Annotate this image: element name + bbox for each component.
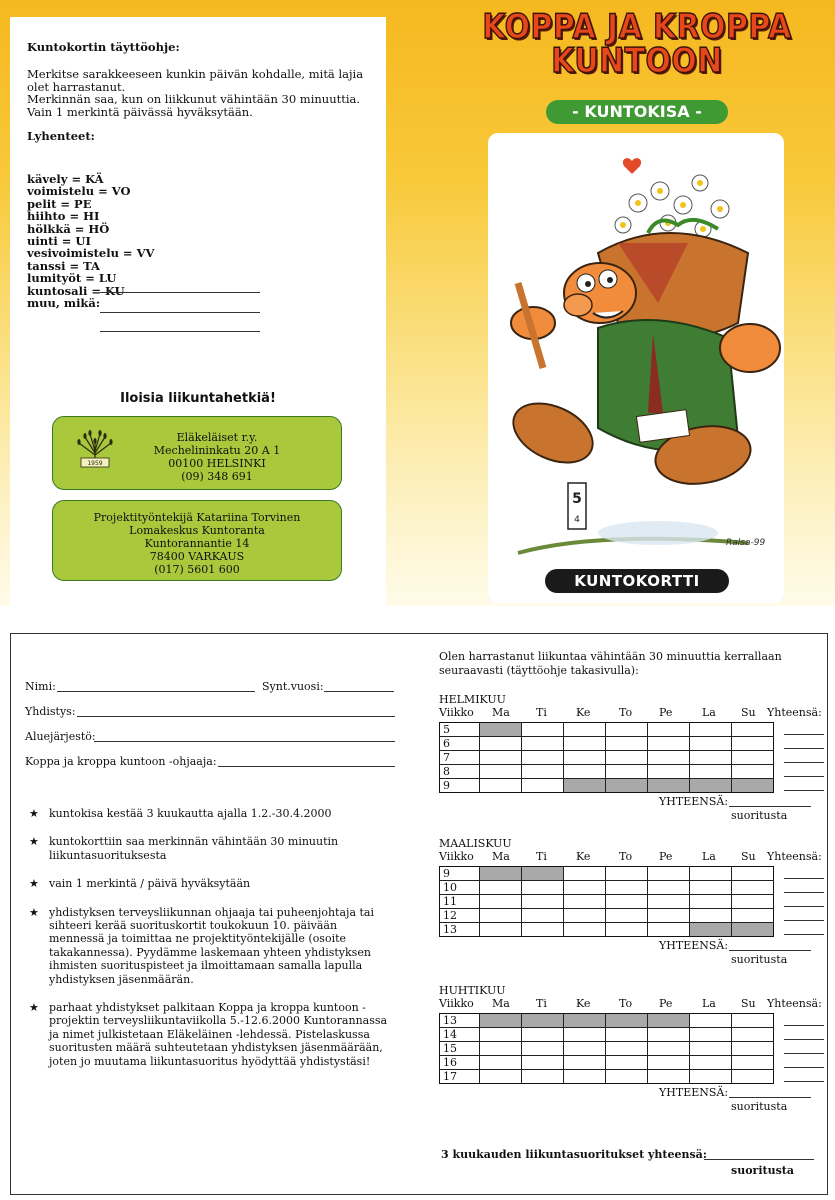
address-line: Mechelininkatu 20 A 1 <box>153 444 281 457</box>
day-cell[interactable] <box>606 923 648 937</box>
day-cell[interactable] <box>690 723 732 737</box>
rule-item: ★ yhdistyksen terveysliikunnan ohjaaja tai puheenjohtaja tai sihteeri kerää suorituskortit toukokuun 10. päivään mennessä ja toimittaa ne projektityöntekijälle (osoite takakannessa). Pyydämme laskemaan yhteen yhdistyksen ihmisten suorituspisteet ja ilmoittamaan samalla lapulla yhdistyksen jäsenmäärän. <box>29 905 374 986</box>
log-header-cell: Ke <box>576 997 591 1010</box>
flower-bouquet <box>615 175 729 237</box>
day-cell[interactable] <box>648 909 690 923</box>
day-cell[interactable] <box>648 1028 690 1042</box>
contact-line: Lomakeskus Kuntoranta <box>129 524 265 537</box>
log-header-cell: Su <box>741 706 756 719</box>
tagline: Iloisia liikuntahetkiä! <box>120 391 276 406</box>
fitness-card <box>10 633 828 1195</box>
day-cell <box>690 779 732 793</box>
log-header-cell: To <box>619 997 633 1010</box>
log-header-cell: Viikko <box>439 706 474 719</box>
day-cell[interactable] <box>480 1028 522 1042</box>
week-table <box>439 722 774 793</box>
day-cell[interactable] <box>480 909 522 923</box>
contact-line: 78400 VARKAUS <box>149 550 245 563</box>
day-cell[interactable] <box>648 895 690 909</box>
month-total-label: YHTEENSÄ: <box>659 795 729 808</box>
day-cell <box>564 779 606 793</box>
day-cell[interactable] <box>480 895 522 909</box>
birth-year-label: Synt.vuosi: <box>262 680 324 693</box>
day-cell[interactable] <box>564 765 606 779</box>
month-name: MAALISKUU <box>439 837 512 850</box>
day-cell[interactable] <box>732 1042 774 1056</box>
week-total-field[interactable] <box>784 1067 824 1068</box>
association-field[interactable] <box>77 716 395 717</box>
week-total-field[interactable] <box>784 1053 824 1054</box>
day-cell[interactable] <box>480 751 522 765</box>
day-cell[interactable] <box>690 765 732 779</box>
week-total-field[interactable] <box>784 878 824 879</box>
week-row <box>440 751 774 765</box>
running-mascot-illustration <box>488 133 784 603</box>
name-label: Nimi: <box>25 680 56 693</box>
abbreviations-title: Lyhenteet: <box>27 129 95 143</box>
instructions-body-2: Merkinnän saa, kun on liikkunut vähintään 30 minuuttia. <box>27 92 361 106</box>
day-cell[interactable] <box>480 1070 522 1084</box>
day-cell[interactable] <box>564 1070 606 1084</box>
week-total-field[interactable] <box>784 1081 824 1082</box>
log-header-cell: Ti <box>536 706 547 719</box>
contact-box <box>52 500 342 581</box>
rule-item: ★ parhaat yhdistykset palkitaan Koppa ja kroppa kuntoon -projektin terveysliikuntaviikolla 5.-12.6.2000 Kuntorannassa ja nimet julkistetaan Eläkeläinen -lehdessä. Pistelaskussa suoritusten määrä suhteutetaan yhdistyksen jäsenmäärään, joten jo muutama liikuntasuoritus hyödyttää yhdistystäsi! <box>29 1001 388 1068</box>
week-row <box>440 1014 774 1028</box>
week-total-field[interactable] <box>784 776 824 777</box>
abbreviation-item: tanssi = TA <box>27 258 100 273</box>
month-total-label: YHTEENSÄ: <box>659 1086 729 1099</box>
day-cell <box>564 1014 606 1028</box>
log-header-cell: Yhteensä: <box>767 997 822 1010</box>
day-cell[interactable] <box>522 909 564 923</box>
day-cell[interactable] <box>732 867 774 881</box>
log-header-cell: To <box>619 706 633 719</box>
day-cell[interactable] <box>606 1028 648 1042</box>
week-number: 5 <box>440 723 480 737</box>
birth-year-field[interactable] <box>324 691 394 692</box>
day-cell[interactable] <box>690 881 732 895</box>
other-sport-line-1[interactable] <box>100 292 260 293</box>
day-cell[interactable] <box>480 765 522 779</box>
day-cell[interactable] <box>648 867 690 881</box>
log-header-row <box>439 706 829 720</box>
day-cell[interactable] <box>690 1014 732 1028</box>
wheat-sheaf-logo-icon <box>73 429 117 469</box>
signpost-number: 5 <box>572 491 582 507</box>
day-cell[interactable] <box>564 895 606 909</box>
abbreviation-item: hölkkä = HÖ <box>27 221 110 236</box>
week-total-field[interactable] <box>784 892 824 893</box>
organization-box <box>52 416 342 490</box>
log-header-cell: To <box>619 850 633 863</box>
week-row <box>440 779 774 793</box>
day-cell[interactable] <box>690 1070 732 1084</box>
day-cell <box>648 779 690 793</box>
log-header-cell: Viikko <box>439 850 474 863</box>
heart-icon <box>623 158 641 174</box>
rule-item: ★ vain 1 merkintä / päivä hyväksytään <box>29 877 251 891</box>
day-cell[interactable] <box>606 765 648 779</box>
log-header-cell: Yhteensä: <box>767 850 822 863</box>
day-cell <box>690 923 732 937</box>
week-row <box>440 1042 774 1056</box>
day-cell[interactable] <box>564 1056 606 1070</box>
month-total-unit: suoritusta <box>731 809 788 822</box>
log-header-cell: Viikko <box>439 997 474 1010</box>
week-total-field[interactable] <box>784 734 824 735</box>
week-total-field[interactable] <box>784 790 824 791</box>
log-header-row <box>439 997 829 1011</box>
day-cell[interactable] <box>648 1042 690 1056</box>
day-cell <box>480 867 522 881</box>
day-cell[interactable] <box>648 737 690 751</box>
log-header-cell: Ma <box>492 850 510 863</box>
day-cell[interactable] <box>522 751 564 765</box>
week-total-field[interactable] <box>784 934 824 935</box>
log-header-cell: La <box>702 997 716 1010</box>
log-header-cell: La <box>702 850 716 863</box>
month-name: HUHTIKUU <box>439 984 506 997</box>
week-row <box>440 737 774 751</box>
abbreviation-item: kävely = KÄ <box>27 172 104 186</box>
rule-item: ★ kuntokisa kestää 3 kuukautta ajalla 1.2.-30.4.2000 <box>29 807 332 820</box>
week-row <box>440 765 774 779</box>
month-total-unit: suoritusta <box>731 953 788 966</box>
day-cell[interactable] <box>606 751 648 765</box>
day-cell[interactable] <box>690 751 732 765</box>
day-cell <box>522 867 564 881</box>
name-field[interactable] <box>57 691 255 692</box>
kuntokortti-label: KUNTOKORTTI <box>545 569 729 593</box>
day-cell[interactable] <box>732 1056 774 1070</box>
day-cell[interactable] <box>606 737 648 751</box>
log-header-cell: Ke <box>576 850 591 863</box>
week-table <box>439 866 774 937</box>
instructions-body-3: Vain 1 merkintä päivässä hyväksytään. <box>27 105 253 119</box>
week-number: 13 <box>440 1014 480 1028</box>
week-row <box>440 923 774 937</box>
star-icon: ★ <box>29 905 39 919</box>
week-row <box>440 867 774 881</box>
day-cell[interactable] <box>480 737 522 751</box>
week-number: 15 <box>440 1042 480 1056</box>
day-cell[interactable] <box>606 895 648 909</box>
day-cell[interactable] <box>690 1042 732 1056</box>
abbreviation-item: lumityöt = LU <box>27 271 117 286</box>
day-cell[interactable] <box>648 923 690 937</box>
day-cell[interactable] <box>732 737 774 751</box>
abbreviation-item: kuntosali = KU <box>27 283 125 298</box>
log-header-row <box>439 850 829 864</box>
day-cell[interactable] <box>690 1056 732 1070</box>
contact-address <box>53 501 341 576</box>
contact-line: (017) 5601 600 <box>154 563 240 576</box>
day-cell[interactable] <box>732 751 774 765</box>
log-header-cell: Pe <box>659 706 673 719</box>
day-cell <box>480 723 522 737</box>
day-cell[interactable] <box>732 909 774 923</box>
day-cell[interactable] <box>564 1042 606 1056</box>
week-table <box>439 1013 774 1084</box>
instruction-panel <box>10 17 386 606</box>
district-field[interactable] <box>94 741 395 742</box>
star-icon: ★ <box>29 807 39 820</box>
signpost-small-number: 4 <box>574 515 580 525</box>
log-header-cell: Pe <box>659 997 673 1010</box>
week-row <box>440 723 774 737</box>
day-cell[interactable] <box>522 895 564 909</box>
star-icon: ★ <box>29 835 39 849</box>
month-total-field[interactable] <box>729 806 811 807</box>
day-cell[interactable] <box>648 723 690 737</box>
kuntokisa-badge: - KUNTOKISA - <box>546 100 728 124</box>
day-cell[interactable] <box>732 1070 774 1084</box>
address-line: Eläkeläiset r.y. <box>176 431 258 444</box>
day-cell[interactable] <box>480 881 522 895</box>
cover-title-line-1: KOPPA JA KROPPA <box>482 7 792 47</box>
day-cell[interactable] <box>564 751 606 765</box>
contact-line: Kuntorannantie 14 <box>144 537 250 550</box>
day-cell[interactable] <box>480 1056 522 1070</box>
day-cell[interactable] <box>564 881 606 895</box>
day-cell[interactable] <box>690 895 732 909</box>
district-label: Aluejärjestö: <box>25 730 96 743</box>
week-total-field[interactable] <box>784 748 824 749</box>
address-line: 00100 HELSINKI <box>168 457 266 470</box>
day-cell[interactable] <box>648 881 690 895</box>
day-cell[interactable] <box>648 1056 690 1070</box>
other-sport-line-2[interactable] <box>100 312 260 313</box>
rules-list <box>29 807 389 1083</box>
address-line: (09) 348 691 <box>181 470 253 483</box>
week-number: 7 <box>440 751 480 765</box>
day-cell[interactable] <box>690 1028 732 1042</box>
grand-total-field[interactable] <box>704 1159 814 1160</box>
week-row <box>440 1070 774 1084</box>
week-total-field[interactable] <box>784 1039 824 1040</box>
log-header-cell: Su <box>741 850 756 863</box>
week-number: 11 <box>440 895 480 909</box>
day-cell <box>606 779 648 793</box>
log-header-cell: La <box>702 706 716 719</box>
day-cell[interactable] <box>522 881 564 895</box>
cover-title-line-2: KUNTOON <box>551 41 723 81</box>
day-cell <box>732 923 774 937</box>
month-total-unit: suoritusta <box>731 1100 788 1113</box>
day-cell[interactable] <box>606 1070 648 1084</box>
day-cell[interactable] <box>690 737 732 751</box>
star-icon: ★ <box>29 877 39 891</box>
day-cell[interactable] <box>606 909 648 923</box>
illustration-panel <box>488 133 784 603</box>
grand-total-label: 3 kuukauden liikuntasuoritukset yhteensä: <box>441 1148 707 1161</box>
day-cell[interactable] <box>606 881 648 895</box>
abbreviation-item: uinti = UI <box>27 234 91 249</box>
day-cell <box>480 1014 522 1028</box>
day-cell[interactable] <box>690 867 732 881</box>
day-cell[interactable] <box>732 895 774 909</box>
day-cell[interactable] <box>522 765 564 779</box>
log-intro: Olen harrastanut liikuntaa vähintään 30 minuuttia kerrallaan seuraavasti (täyttöohje takasivulla): <box>439 650 782 677</box>
day-cell[interactable] <box>606 1056 648 1070</box>
week-row <box>440 895 774 909</box>
month-total-field[interactable] <box>729 950 811 951</box>
day-cell[interactable] <box>606 1042 648 1056</box>
week-number: 10 <box>440 881 480 895</box>
log-header-cell: Ti <box>536 850 547 863</box>
day-cell[interactable] <box>480 1042 522 1056</box>
week-total-field[interactable] <box>784 906 824 907</box>
day-cell[interactable] <box>564 1028 606 1042</box>
week-row <box>440 1056 774 1070</box>
month-total-label: YHTEENSÄ: <box>659 939 729 952</box>
log-header-cell: Pe <box>659 850 673 863</box>
day-cell[interactable] <box>690 909 732 923</box>
day-cell[interactable] <box>732 881 774 895</box>
day-cell[interactable] <box>522 1056 564 1070</box>
week-number: 14 <box>440 1028 480 1042</box>
other-sport-line-3[interactable] <box>100 331 260 332</box>
abbreviation-list <box>27 173 154 309</box>
log-header-cell: Su <box>741 997 756 1010</box>
day-cell[interactable] <box>732 1028 774 1042</box>
day-cell <box>606 1014 648 1028</box>
week-number: 8 <box>440 765 480 779</box>
cover-title <box>467 7 807 81</box>
coach-field[interactable] <box>218 766 395 767</box>
instructions-body-1: Merkitse sarakkeeseen kunkin päivän kohdalle, mitä lajia olet harrastanut. <box>27 67 364 94</box>
week-row <box>440 909 774 923</box>
grand-total-unit: suoritusta <box>731 1164 794 1177</box>
day-cell[interactable] <box>606 867 648 881</box>
day-cell[interactable] <box>648 1070 690 1084</box>
day-cell[interactable] <box>732 723 774 737</box>
day-cell[interactable] <box>522 1042 564 1056</box>
week-number: 16 <box>440 1056 480 1070</box>
week-number: 9 <box>440 867 480 881</box>
month-name: HELMIKUU <box>439 693 506 706</box>
day-cell[interactable] <box>522 779 564 793</box>
day-cell[interactable] <box>564 867 606 881</box>
day-cell[interactable] <box>606 723 648 737</box>
abbreviation-item: voimistelu = VO <box>27 184 131 199</box>
day-cell <box>648 1014 690 1028</box>
association-label: Yhdistys: <box>25 705 76 718</box>
rule-item: ★ kuntokorttiin saa merkinnän vähintään 30 minuutin liikuntasuorituksesta <box>29 835 339 862</box>
log-header-cell: Ke <box>576 706 591 719</box>
day-cell[interactable] <box>480 923 522 937</box>
day-cell[interactable] <box>522 723 564 737</box>
day-cell <box>732 779 774 793</box>
day-cell[interactable] <box>648 751 690 765</box>
week-row <box>440 881 774 895</box>
log-header-cell: Ma <box>492 706 510 719</box>
day-cell[interactable] <box>522 1028 564 1042</box>
day-cell[interactable] <box>732 765 774 779</box>
day-cell[interactable] <box>522 737 564 751</box>
week-row <box>440 1028 774 1042</box>
abbreviation-item: hiihto = HI <box>27 209 100 224</box>
week-total-field[interactable] <box>784 1025 824 1026</box>
artist-signature: Ralsa-99 <box>726 538 766 548</box>
day-cell[interactable] <box>522 1070 564 1084</box>
day-cell[interactable] <box>564 737 606 751</box>
week-number: 17 <box>440 1070 480 1084</box>
day-cell[interactable] <box>564 909 606 923</box>
abbreviation-item: pelit = PE <box>27 196 92 211</box>
coach-label: Koppa ja kroppa kuntoon -ohjaaja: <box>25 755 217 768</box>
log-header-cell: Yhteensä: <box>767 706 822 719</box>
day-cell[interactable] <box>480 779 522 793</box>
week-number: 13 <box>440 923 480 937</box>
log-header-cell: Ma <box>492 997 510 1010</box>
logo-year: 1959 <box>87 460 103 467</box>
week-total-field[interactable] <box>784 920 824 921</box>
week-number: 12 <box>440 909 480 923</box>
contact-line: Projektityöntekijä Katariina Torvinen <box>93 511 301 524</box>
week-number: 9 <box>440 779 480 793</box>
week-total-field[interactable] <box>784 762 824 763</box>
abbreviation-item: muu, mikä: <box>27 296 101 311</box>
day-cell <box>522 1014 564 1028</box>
day-cell[interactable] <box>648 765 690 779</box>
instructions-title: Kuntokortin täyttöohje: <box>27 40 180 54</box>
log-header-cell: Ti <box>536 997 547 1010</box>
day-cell[interactable] <box>564 723 606 737</box>
abbreviation-item: vesivoimistelu = VV <box>27 246 155 261</box>
month-total-field[interactable] <box>729 1097 811 1098</box>
day-cell[interactable] <box>564 923 606 937</box>
day-cell[interactable] <box>522 923 564 937</box>
day-cell[interactable] <box>732 1014 774 1028</box>
star-icon: ★ <box>29 1001 39 1015</box>
week-number: 6 <box>440 737 480 751</box>
